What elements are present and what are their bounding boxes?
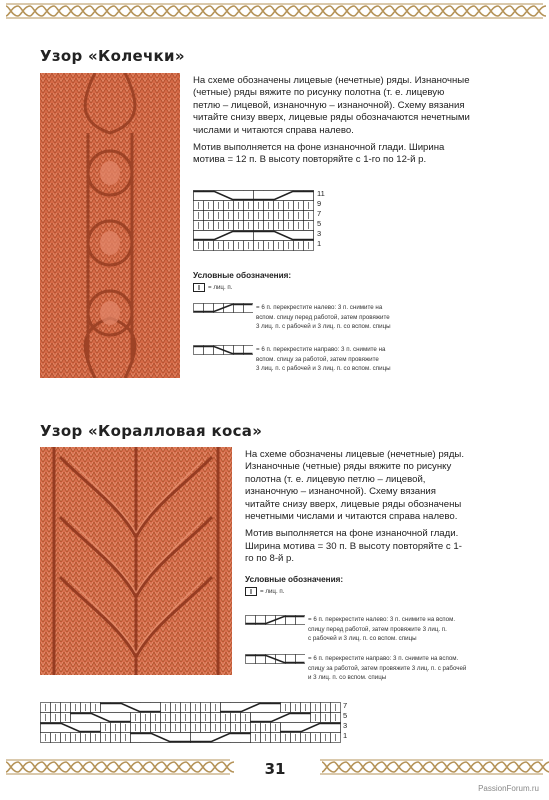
row-number: 3 bbox=[317, 229, 322, 238]
section1-legend-knit bbox=[193, 283, 232, 293]
legend-text: = лиц. п. bbox=[208, 284, 233, 291]
row-number: 7 bbox=[317, 209, 322, 218]
section2-legend-cross-left bbox=[245, 615, 455, 644]
section2-paragraph: На схеме обозначены лицевые (нечетные) ряды. Изнаночные (четные) ряды вяжите по рисунку полотна (т. е. лицевую петлю – лицевой, изнаночную – изнаночной). Схему вязания читайте снизу вверх, лицевые ряды обозначены нечетными числами и читаются справа налево. bbox=[245, 449, 464, 523]
knit-stitch-symbol bbox=[193, 283, 205, 292]
section1-legend-cross-right bbox=[193, 345, 391, 374]
section2-legend-cross-right bbox=[245, 654, 466, 683]
section1-legend-cross-left bbox=[193, 303, 391, 332]
section2-legend-title: Условные обозначения: bbox=[245, 575, 344, 584]
section2-paragraph: Мотив выполняется на фоне изнаночной глади. Ширина мотива = 30 п. В высоту повторяйте с 1-го по 8-й р. bbox=[245, 528, 462, 565]
legend-text: = лиц. п. bbox=[260, 588, 285, 595]
section1-description bbox=[193, 75, 473, 172]
cable-right-symbol bbox=[245, 654, 305, 664]
row-number: 5 bbox=[343, 711, 348, 720]
row-number: 9 bbox=[317, 199, 322, 208]
legend-text: = 6 п. перекрестите направо: 3 п. снимите на вспом. спицу за работой, затем провяжите 3 лиц. п. с рабочей и 3 лиц. п. со вспом. спицы bbox=[308, 655, 467, 682]
row-number: 1 bbox=[317, 239, 322, 248]
page-number: 31 bbox=[264, 760, 286, 778]
section1-legend-title: Условные обозначения: bbox=[193, 271, 292, 280]
cable-left-symbol bbox=[245, 615, 305, 625]
section2-description bbox=[245, 449, 470, 571]
row-number: 3 bbox=[343, 721, 348, 730]
row-number: 7 bbox=[343, 701, 348, 710]
section2-title: Узор «Коралловая коса» bbox=[40, 422, 263, 440]
legend-text: = 6 п. перекрестите налево: 3 п. снимите на вспом. спицу перед работой, затем провяжите 3 лиц. п. с рабочей и 3 лиц. п. со вспом. спицы bbox=[308, 616, 456, 643]
pattern-photo-rings bbox=[40, 73, 180, 378]
knit-stitch-symbol bbox=[245, 587, 257, 596]
cable-right-symbol bbox=[193, 345, 253, 355]
legend-text: = 6 п. перекрестите налево: 3 п. снимите на вспом. спицу перед работой, затем провяжите 3 лиц. п. с рабочей и 3 лиц. п. со вспом. спицы bbox=[256, 304, 391, 331]
section1-paragraph: Мотив выполняется на фоне изнаночной глади. Ширина мотива = 12 п. В высоту повторяйте с 1-го по 12-й р. bbox=[193, 142, 445, 166]
legend-text: = 6 п. перекрестите направо: 3 п. снимите на вспом. спицу за работой, затем провяжите 3 лиц. п. с рабочей и 3 лиц. п. со вспом. спицы bbox=[256, 346, 391, 373]
pattern-photo-coral-braid bbox=[40, 447, 232, 675]
site-watermark: PassionForum.ru bbox=[478, 784, 539, 793]
row-number: 5 bbox=[317, 219, 322, 228]
row-number: 1 bbox=[343, 731, 348, 740]
cable-left-symbol bbox=[193, 303, 253, 313]
top-celtic-border bbox=[0, 0, 549, 22]
section1-paragraph: На схеме обозначены лицевые (нечетные) ряды. Изнаночные (четные) ряды вяжите по рисунку полотна (т. е. лицевую петлю – лицевой, изнаночную – изнаночной). Схему вязания читайте снизу вверх, лицевые ряды обозначаются нечетными числами и читаются справа налево. bbox=[193, 75, 470, 136]
chart-coral-braid bbox=[40, 700, 370, 744]
section1-title: Узор «Колечки» bbox=[40, 47, 185, 65]
section2-legend-knit bbox=[245, 587, 284, 597]
row-number: 11 bbox=[317, 189, 325, 198]
chart-rings bbox=[193, 188, 333, 252]
